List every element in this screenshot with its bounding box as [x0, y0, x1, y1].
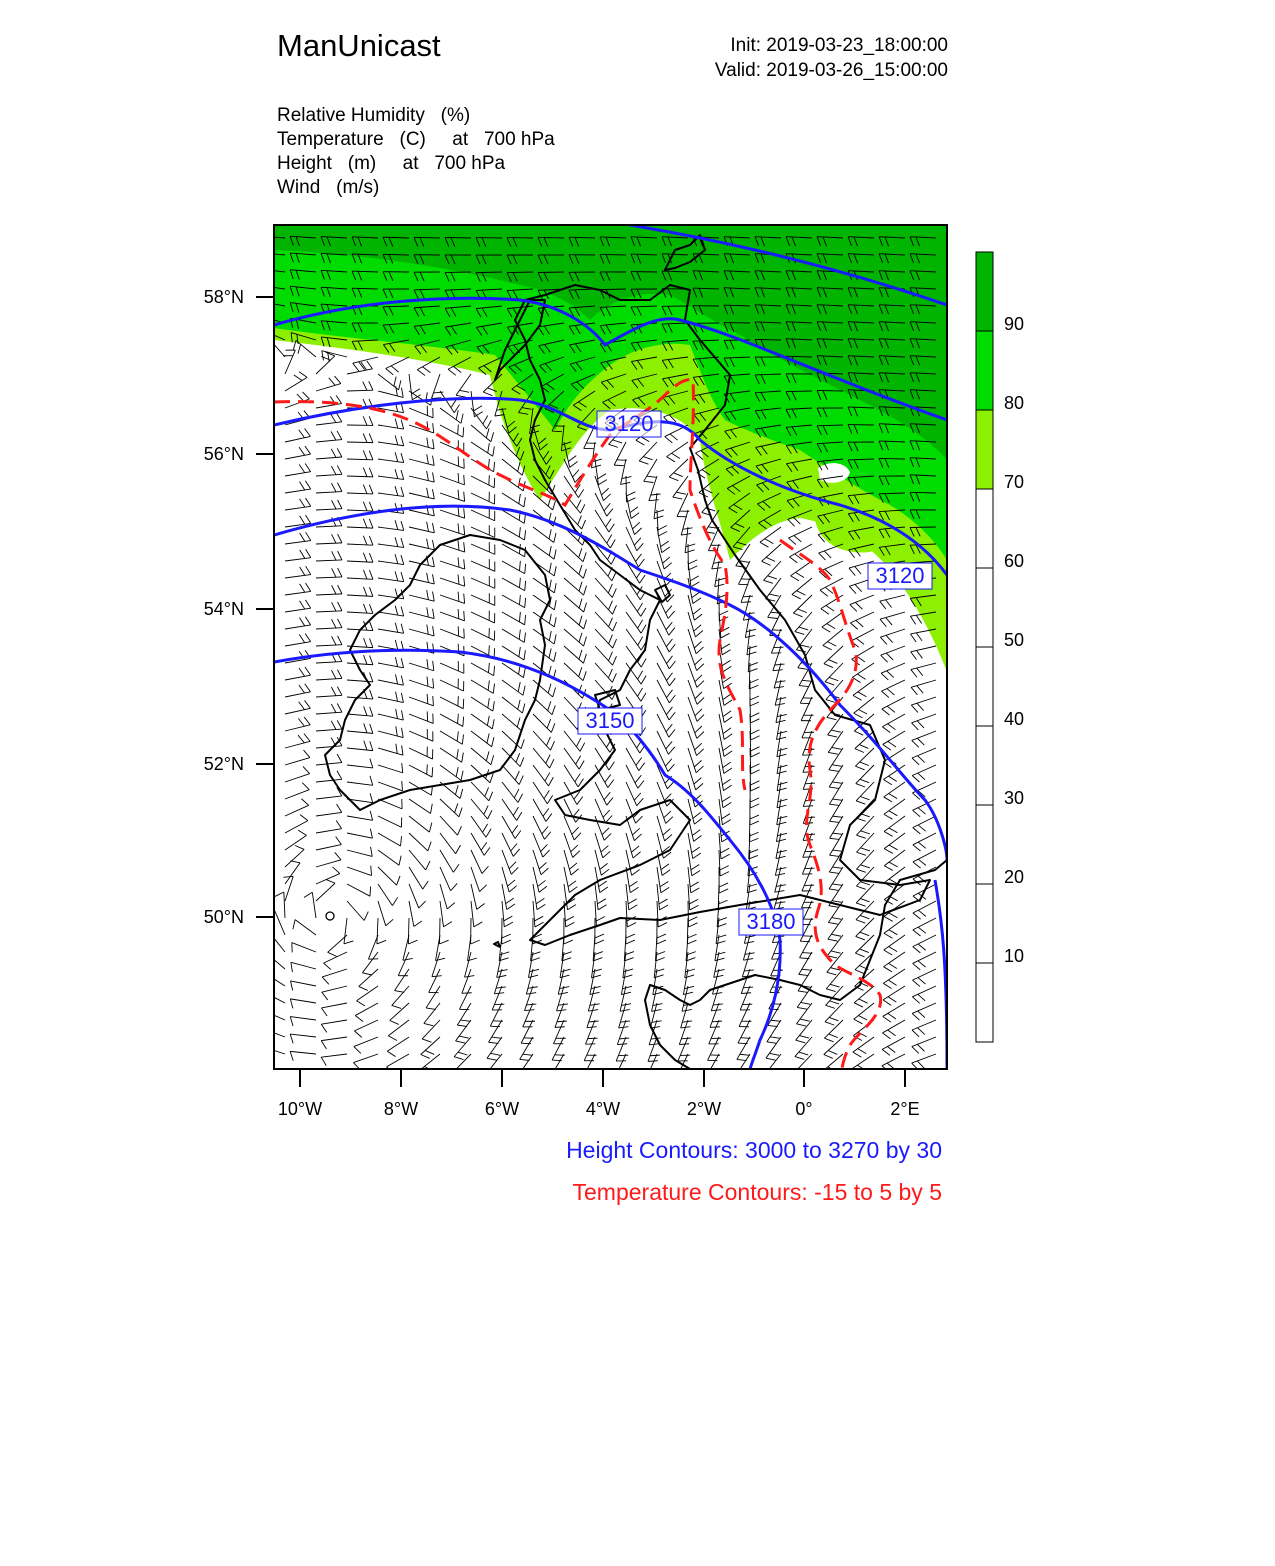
field-temperature: Temperature (C) at 700 hPa: [277, 129, 555, 150]
coast-scilly: [494, 942, 500, 947]
contour-label-3120-north: [597, 411, 661, 437]
lat-tick-label: 52°N: [203, 754, 244, 774]
svg-text:3120: 3120: [604, 411, 654, 436]
svg-text:3150: 3150: [585, 708, 635, 733]
colorbar-label: 10: [1004, 946, 1025, 966]
colorbar-label: 60: [1004, 551, 1025, 571]
lon-tick-label: 2°E: [890, 1099, 920, 1119]
height-contour-3150: [274, 506, 947, 860]
init-label: Init:: [730, 35, 761, 56]
field-height: Height (m) at 700 hPa: [277, 153, 506, 174]
colorbar-box-40: [976, 647, 993, 726]
lon-tick-label: 0°: [795, 1099, 813, 1119]
colorbar-label: 20: [1004, 867, 1025, 887]
temperature-contours-note: Temperature Contours: -15 to 5 by 5: [572, 1179, 942, 1205]
colorbar-label: 70: [1004, 472, 1025, 492]
colorbar-box-30: [976, 726, 993, 805]
height-contours-note: Height Contours: 3000 to 3270 by 30: [566, 1137, 942, 1163]
temperature-contour-north: [274, 380, 745, 790]
colorbar-box-70: [976, 410, 993, 489]
colorbar-label: 30: [1004, 788, 1025, 808]
colorbar-box-90: [976, 252, 993, 331]
low-pressure-centre: [326, 912, 334, 920]
lon-tick-label: 8°W: [383, 1099, 419, 1119]
lon-tick-label: 4°W: [585, 1099, 621, 1119]
colorbar: [976, 252, 1024, 1042]
valid-value: 2019-03-26_15:00:00: [766, 60, 948, 81]
lat-tick-label: 56°N: [203, 444, 244, 464]
svg-text:3180: 3180: [746, 909, 796, 934]
field-wind: Wind (m/s): [277, 177, 380, 198]
colorbar-box-80: [976, 331, 993, 410]
height-contour-east: [935, 880, 947, 1069]
colorbar-box-60: [976, 489, 993, 568]
lon-tick-label: 6°W: [484, 1099, 520, 1119]
lat-tick-label: 58°N: [203, 287, 244, 307]
contour-label-3150: [578, 708, 642, 734]
colorbar-label: 80: [1004, 393, 1025, 413]
map-plot-area: [259, 225, 947, 1078]
colorbar-label: 40: [1004, 709, 1025, 729]
valid-label: Valid:: [714, 60, 761, 81]
colorbar-label: 50: [1004, 630, 1025, 650]
lat-tick-label: 54°N: [203, 599, 244, 619]
colorbar-box-20: [976, 805, 993, 884]
init-value: 2019-03-23_18:00:00: [766, 35, 948, 56]
colorbar-label: 90: [1004, 314, 1025, 334]
contour-label-3120-east: [868, 563, 932, 589]
colorbar-box-0: [976, 963, 993, 1042]
contour-label-3180: [739, 909, 803, 935]
lon-tick-label: 2°W: [686, 1099, 722, 1119]
colorbar-box-10: [976, 884, 993, 963]
svg-text:3120: 3120: [875, 563, 925, 588]
latitude-axis: [204, 287, 274, 927]
height-contour-3180: [274, 650, 780, 1069]
field-rh: Relative Humidity (%): [277, 105, 471, 126]
lat-tick-label: 50°N: [203, 907, 244, 927]
lon-tick-label: 10°W: [277, 1099, 323, 1119]
app-title: ManUnicast: [277, 28, 441, 63]
colorbar-box-50: [976, 568, 993, 647]
longitude-axis: [278, 1069, 920, 1119]
